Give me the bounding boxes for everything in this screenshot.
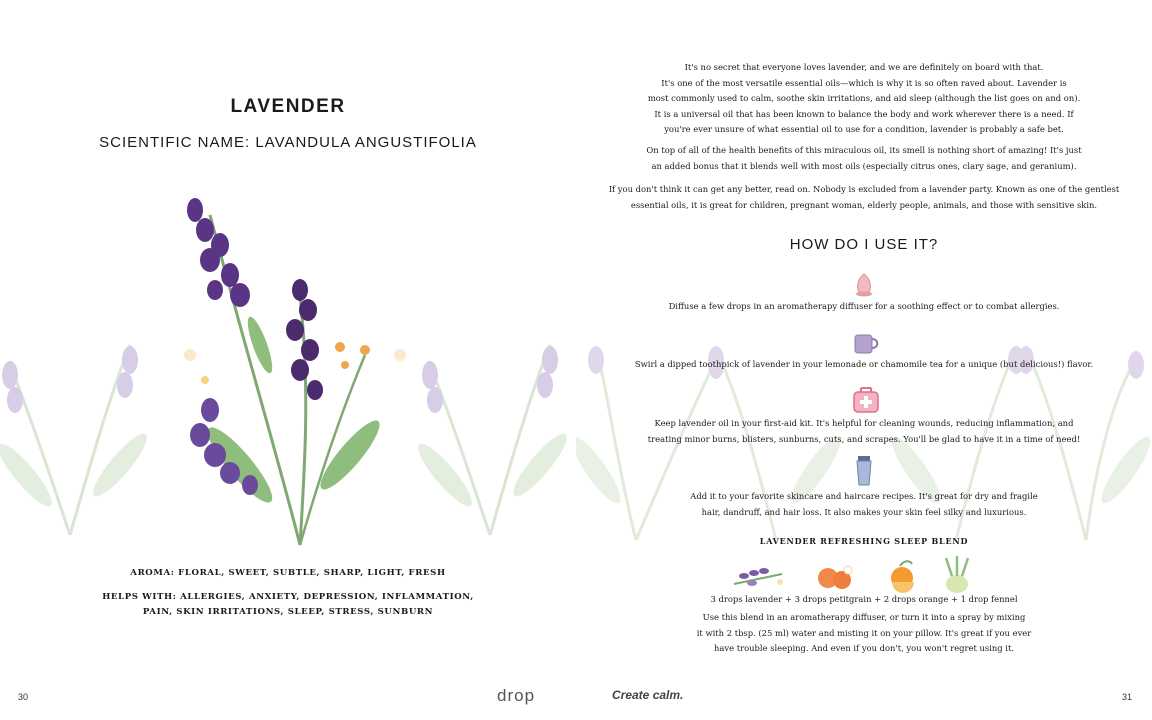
blend-title: LAVENDER REFRESHING SLEEP BLEND xyxy=(759,536,969,546)
blend-instructions-line: it with 2 tbsp. (25 ml) water and misting it on your pillow. It's great if you ever xyxy=(696,627,1032,638)
tagline: Create calm. xyxy=(612,688,684,702)
helps-with-line1: HELPS WITH: ALLERGIES, ANXIETY, DEPRESSION, INFLAMMATION, xyxy=(102,592,474,602)
benefits-line: On top of all of the health benefits of this miraculous oil, its smell is nothing short of amazing! It's just xyxy=(646,145,1082,155)
first-aid-kit-icon xyxy=(852,386,880,414)
page-number-right: 31 xyxy=(1122,692,1133,702)
skincare-tube-icon xyxy=(856,455,872,487)
right-page xyxy=(576,0,1152,720)
benefits-line: an added bonus that it blends well with most oils (especially citrus ones, clary sage, and geranium). xyxy=(651,160,1077,171)
use-line: treating minor burns, blisters, sunburns, cuts, and scrapes. You'll be glad to have it in a time of need! xyxy=(647,433,1081,444)
blend-recipe xyxy=(576,592,1152,608)
benefits-paragraph xyxy=(576,143,1152,174)
helps-with-line2: PAIN, SKIN IRRITATIONS, SLEEP, STRESS, SUNBURN xyxy=(142,607,434,617)
use-skincare xyxy=(576,489,1152,520)
tea-cup-icon xyxy=(852,330,880,356)
page-title: LAVENDER xyxy=(230,96,346,117)
blend-recipe-line: 3 drops lavender + 3 drops petitgrain + 2 drops orange + 1 drop fennel xyxy=(710,594,1018,604)
orange-icon xyxy=(891,561,914,593)
blend-instructions-line: Use this blend in an aromatherapy diffuser, or turn it into a spray by mixing xyxy=(702,612,1026,622)
intro-line: most commonly used to calm, soothe skin irritations, and aid sleep (although the list goes on and on). xyxy=(647,93,1081,103)
use-first-aid xyxy=(576,416,1152,447)
use-diffuse xyxy=(576,299,1152,315)
blend-instructions xyxy=(576,610,1152,657)
aroma-line: AROMA: FLORAL, SWEET, SUBTLE, SHARP, LIGHT, FRESH xyxy=(130,568,446,578)
use-tea xyxy=(576,357,1152,373)
how-to-use-heading: HOW DO I USE IT? xyxy=(789,236,939,253)
use-line: Keep lavender oil in your first-aid kit. It's helpful for cleaning wounds, reducing inflammation, and xyxy=(654,418,1074,428)
intro-line: It's one of the most versatile essential oils—which is why it is so often raved about. Lavender is xyxy=(661,77,1067,88)
diffuser-icon xyxy=(852,272,876,298)
page-number-left: 30 xyxy=(18,692,29,702)
use-line: hair, dandruff, and hair loss. It also makes your skin feel silky and luxurious. xyxy=(701,506,1027,517)
use-line: Diffuse a few drops in an aromatherapy diffuser for a soothing effect or to combat allergies. xyxy=(668,301,1060,311)
gentle-line: essential oils, it is great for children, pregnant woman, elderly people, animals, and those with sensitive skin. xyxy=(630,199,1098,210)
intro-line: It is a universal oil that has been known to balance the body and work wherever there is a need. If xyxy=(654,108,1074,119)
intro-line: It's no secret that everyone loves lavender, and we are definitely on board with that. xyxy=(684,62,1044,72)
intro-line: you're ever unsure of what essential oil to use for a condition, lavender is probably a safe bet. xyxy=(664,124,1064,134)
lavender-illustration xyxy=(0,175,576,555)
blend-instructions-line: have trouble sleeping. And even if you don't, you won't regret using it. xyxy=(714,643,1014,653)
gentle-paragraph xyxy=(576,182,1152,213)
scientific-name: SCIENTIFIC NAME: LAVANDULA ANGUSTIFOLIA xyxy=(99,134,477,151)
lavender-sprig-icon xyxy=(734,568,783,586)
intro-paragraph xyxy=(576,60,1152,138)
use-line: Add it to your favorite skincare and haircare recipes. It's great for dry and fragile xyxy=(690,491,1038,501)
use-line: Swirl a dipped toothpick of lavender in your lemonade or chamomile tea for a unique (but delicious!) flavor. xyxy=(634,359,1094,369)
brand-logo: drop xyxy=(497,686,536,705)
petitgrain-icon xyxy=(818,566,852,589)
gentle-line: If you don't think it can get any better, read on. Nobody is excluded from a lavender party. Known as one of the gentlest xyxy=(608,184,1120,194)
fennel-icon xyxy=(946,556,968,593)
blend-ingredients-illustration xyxy=(732,556,992,594)
